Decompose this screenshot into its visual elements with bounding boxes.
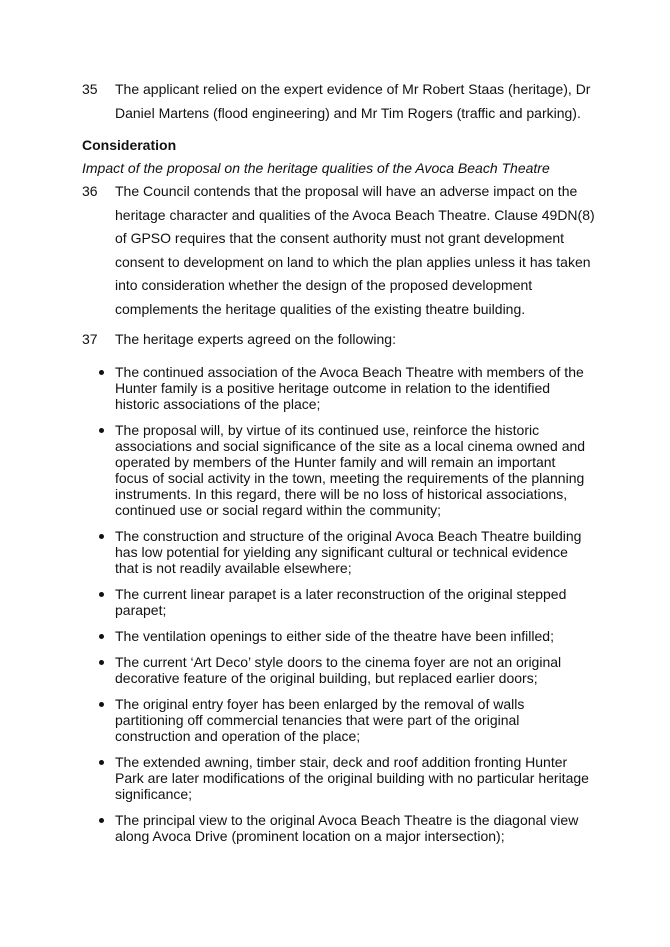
list-item [99, 528, 589, 576]
bullet-icon [99, 428, 104, 433]
list-item [99, 422, 589, 518]
paragraph-text: The applicant relied on the expert evidence of Mr Robert Staas (heritage), Dr Daniel Martens (flood engineering) and Mr Tim Rogers (traffic and parking). [115, 81, 591, 121]
bullet-icon [99, 760, 104, 765]
bullet-icon [99, 634, 104, 639]
list-item [99, 586, 589, 618]
list-item-text: The proposal will, by virtue of its continued use, reinforce the historic associations and social significance of the site as a local cinema owned and operated by members of the Hunter family and will remain an important focus of social activity in the town, meeting the requirements of the planning instruments. In this regard, there will be no loss of historical associations, continued use or social regard within the community; [115, 422, 586, 518]
list-item [99, 364, 589, 412]
list-item [99, 696, 589, 744]
bullet-icon [99, 818, 104, 823]
list-item [99, 628, 589, 644]
agreed-points-list [99, 364, 589, 854]
paragraph-36 [82, 180, 602, 321]
bullet-icon [99, 702, 104, 707]
list-item-text: The principal view to the original Avoca Beach Theatre is the diagonal view along Avoca Drive (prominent location on a major intersection); [115, 812, 579, 844]
section-heading-consideration: Consideration [82, 137, 177, 153]
paragraph-number: 36 [82, 183, 98, 199]
list-item-text: The ventilation openings to either side of the theatre have been infilled; [115, 628, 554, 644]
list-item-text: The original entry foyer has been enlarged by the removal of walls partitioning off commercial tenancies that were part of the original construction and operation of the place; [115, 696, 525, 744]
bullet-icon [99, 370, 104, 375]
list-item-text: The construction and structure of the original Avoca Beach Theatre building has low potential for yielding any significant cultural or technical evidence that is not readily available elsewhere; [115, 528, 582, 576]
list-item-text: The current ‘Art Deco’ style doors to the cinema foyer are not an original decorative feature of the original building, but replaced earlier doors; [115, 654, 562, 686]
list-item [99, 754, 589, 802]
list-item [99, 812, 589, 844]
bullet-icon [99, 592, 104, 597]
subheading-heritage-impact: Impact of the proposal on the heritage qualities of the Avoca Beach Theatre [82, 160, 550, 176]
paragraph-text: The heritage experts agreed on the following: [115, 331, 396, 347]
paragraph-number: 35 [82, 81, 98, 97]
list-item [99, 654, 589, 686]
paragraph-number: 37 [82, 331, 98, 347]
bullet-icon [99, 534, 104, 539]
bullet-icon [99, 660, 104, 665]
list-item-text: The current linear parapet is a later reconstruction of the original stepped parapet; [115, 586, 567, 618]
list-item-text: The extended awning, timber stair, deck and roof addition fronting Hunter Park are later modifications of the original building with no particular heritage significance; [115, 754, 589, 802]
paragraph-text: The Council contends that the proposal will have an adverse impact on the heritage character and qualities of the Avoca Beach Theatre. Clause 49DN(8) of GPSO requires that the consent authority must not grant development consent to development on land to which the plan applies unless it has taken into consideration whether the design of the proposed development complements the heritage qualities of the existing theatre building. [115, 183, 595, 317]
list-item-text: The continued association of the Avoca Beach Theatre with members of the Hunter family is a positive heritage outcome in relation to the identified historic associations of the place; [115, 364, 584, 412]
paragraph-35 [82, 78, 602, 125]
paragraph-37 [82, 328, 602, 352]
